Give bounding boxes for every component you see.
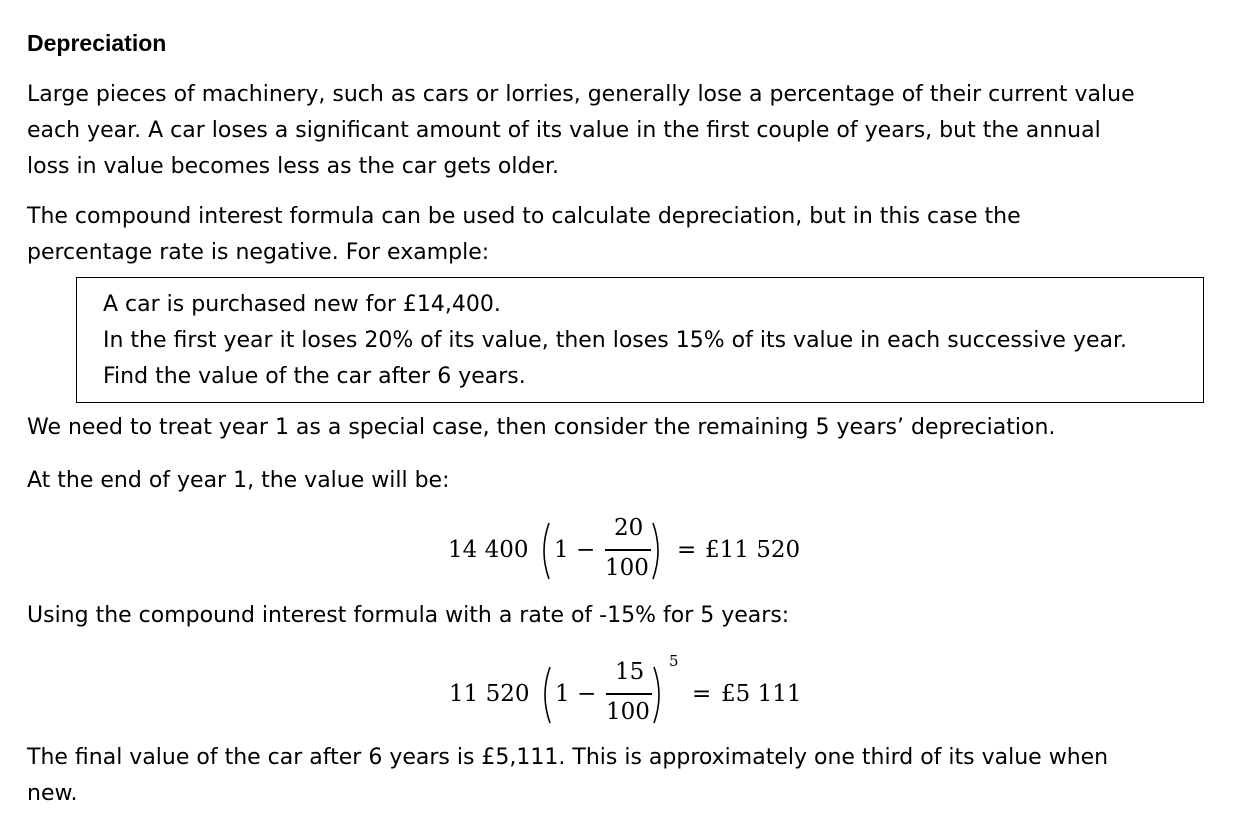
year1-intro-paragraph [27, 463, 450, 499]
conclusion-paragraph [27, 740, 1108, 812]
compound-intro-line: Using the compound interest formula with a rate of -15% for 5 years: [27, 603, 790, 628]
formula2-exponent: 5 [669, 652, 679, 670]
right-paren-icon [651, 522, 665, 580]
intro-paragraph [27, 77, 1135, 185]
formula1-result: £11 520 [705, 537, 801, 563]
formula2-equals: = [692, 681, 712, 707]
formula2-result: £5 111 [721, 681, 802, 707]
left-paren-icon [539, 666, 553, 724]
example-line-2: In the first year it loses 20% of its value, then loses 15% of its value in each successive year. [103, 328, 1127, 353]
example-line-1: A car is purchased new for £14,400. [103, 292, 501, 317]
formula1-one: 1 [554, 537, 569, 563]
intro-line-3: loss in value becomes less as the car gets older. [27, 154, 559, 179]
left-paren-icon [538, 522, 552, 580]
formula2-numerator: 15 [615, 659, 645, 685]
conclusion-line-2: new. [27, 781, 78, 806]
formula2-one: 1 [555, 681, 570, 707]
method-line-1: The compound interest formula can be used to calculate depreciation, but in this case the [27, 204, 1021, 229]
formula1-minus: − [576, 537, 596, 563]
formula2-minus: − [577, 681, 597, 707]
approach-line: We need to treat year 1 as a special case, then consider the remaining 5 years’ depreciation. [27, 415, 1056, 440]
formula1-numerator: 20 [614, 515, 644, 541]
method-paragraph [27, 199, 1021, 271]
example-box [76, 277, 1204, 403]
example-line-3: Find the value of the car after 6 years. [103, 364, 526, 389]
year1-formula [448, 512, 818, 584]
fraction-bar [605, 549, 651, 551]
compound-formula [449, 652, 819, 724]
intro-line-1: Large pieces of machinery, such as cars or lorries, generally lose a percentage of their current value [27, 82, 1135, 107]
formula1-denominator: 100 [605, 555, 649, 581]
fraction-bar [606, 693, 652, 695]
right-paren-icon [652, 666, 666, 724]
formula1-equals: = [677, 537, 697, 563]
formula2-principal: 11 520 [449, 681, 530, 707]
section-heading: Depreciation [27, 30, 167, 56]
conclusion-line-1: The final value of the car after 6 years is £5,111. This is approximately one third of its value when [27, 745, 1109, 770]
compound-intro-paragraph [27, 598, 789, 634]
method-line-2: percentage rate is negative. For example: [27, 240, 490, 265]
formula2-denominator: 100 [606, 699, 650, 725]
year1-intro-line: At the end of year 1, the value will be: [27, 468, 450, 493]
formula1-principal: 14 400 [448, 537, 529, 563]
intro-line-2: each year. A car loses a significant amount of its value in the first couple of years, but the annual [27, 118, 1101, 143]
approach-paragraph [27, 410, 1055, 446]
